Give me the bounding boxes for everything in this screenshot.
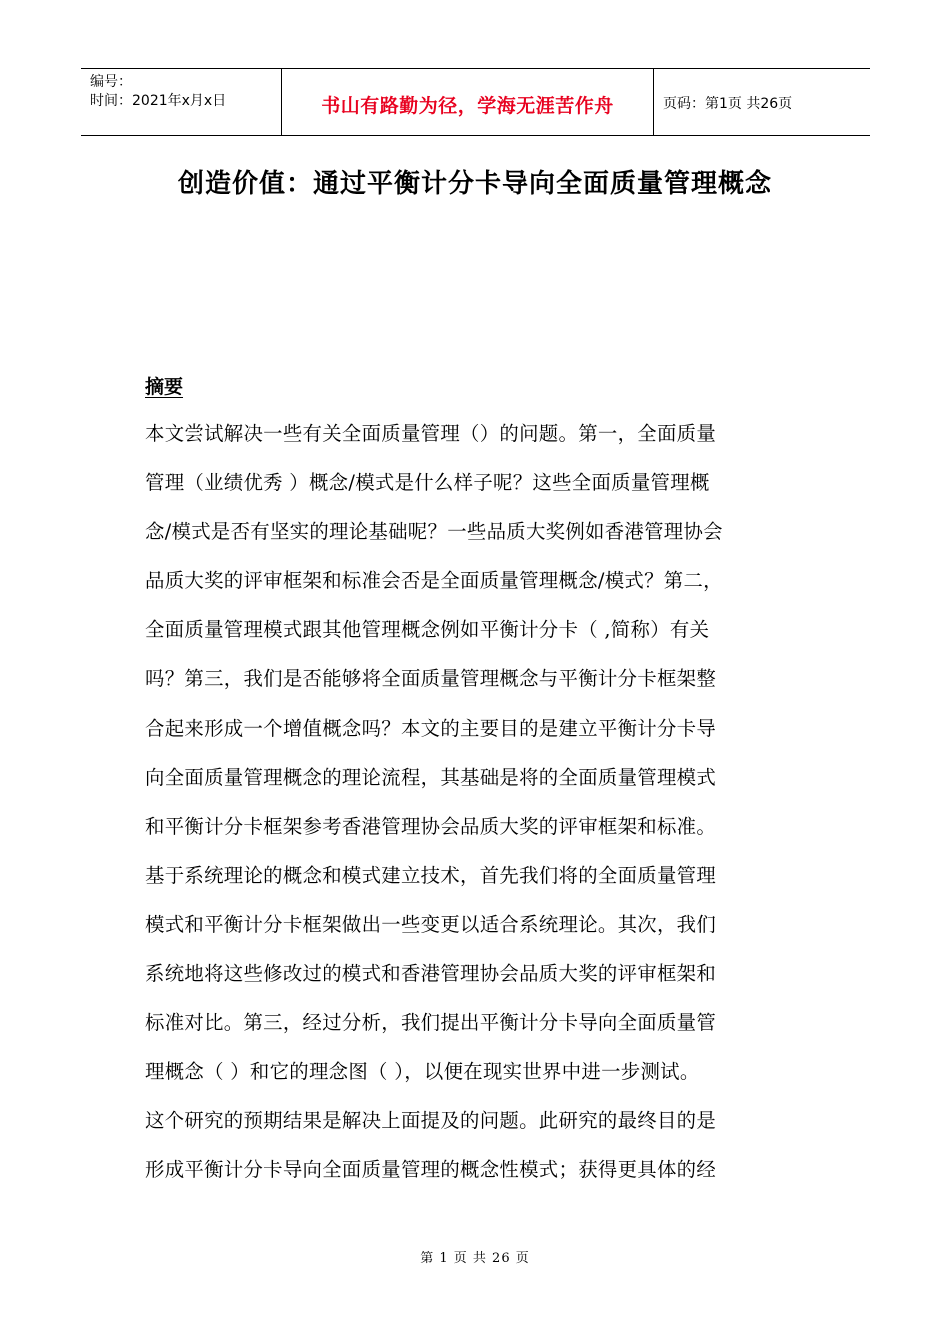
document-time: 时间：2021年x月x日 [90, 93, 227, 109]
document-title: 创造价值：通过平衡计分卡导向全面质量管理概念 [177, 169, 772, 199]
abstract-line: 管理（业绩优秀 ）概念/模式是什么样子呢？这些全面质量管理概 [145, 471, 710, 495]
document-number: 编号： [90, 74, 132, 90]
abstract-body [145, 414, 825, 1200]
abstract-heading: 摘要 [145, 376, 184, 398]
abstract-line: 形成平衡计分卡导向全面质量管理的概念性模式；获得更具体的经 [145, 1158, 717, 1182]
abstract-line: 全面质量管理模式跟其他管理概念例如平衡计分卡（ ,简称）有关 [145, 618, 710, 642]
abstract-line: 品质大奖的评审框架和标准会否是全面质量管理概念/模式？第二， [145, 569, 723, 593]
abstract-line: 模式和平衡计分卡框架做出一些变更以适合系统理论。其次，我们 [145, 912, 717, 936]
abstract-line: 系统地将这些修改过的模式和香港管理协会品质大奖的评审框架和 [145, 962, 717, 986]
abstract-line: 基于系统理论的概念和模式建立技术，首先我们将的全面质量管理 [145, 863, 717, 887]
abstract-line: 和平衡计分卡框架参考香港管理协会品质大奖的评审框架和标准。 [145, 814, 717, 838]
abstract-line: 这个研究的预期结果是解决上面提及的问题。此研究的最终目的是 [145, 1109, 717, 1133]
abstract-line: 念/模式是否有坚实的理论基础呢？一些品质大奖例如香港管理协会 [145, 520, 723, 544]
abstract-line: 标准对比。第三，经过分析，我们提出平衡计分卡导向全面质量管 [145, 1011, 717, 1035]
header-page-cell [654, 69, 870, 135]
header-page-info: 页码：第1页 共26页 [663, 96, 793, 112]
abstract-line: 合起来形成一个增值概念吗？本文的主要目的是建立平衡计分卡导 [145, 716, 717, 740]
abstract-line: 向全面质量管理概念的理论流程，其基础是将的全面质量管理模式 [145, 765, 717, 789]
header-table [81, 68, 870, 136]
abstract-line: 吗？第三，我们是否能够将全面质量管理概念与平衡计分卡框架整 [145, 667, 717, 691]
header-motto-cell [282, 69, 654, 135]
abstract-line: 本文尝试解决一些有关全面质量管理（）的问题。第一，全面质量 [145, 422, 717, 445]
header-motto: 书山有路勤为径，学海无涯苦作舟 [321, 94, 614, 117]
abstract-line: 理概念（ ）和它的理念图（ ），以便在现实世界中进一步测试。 [145, 1060, 700, 1084]
page-footer: 第 1 页 共 26 页 [420, 1251, 530, 1266]
header-meta-cell [81, 69, 282, 135]
